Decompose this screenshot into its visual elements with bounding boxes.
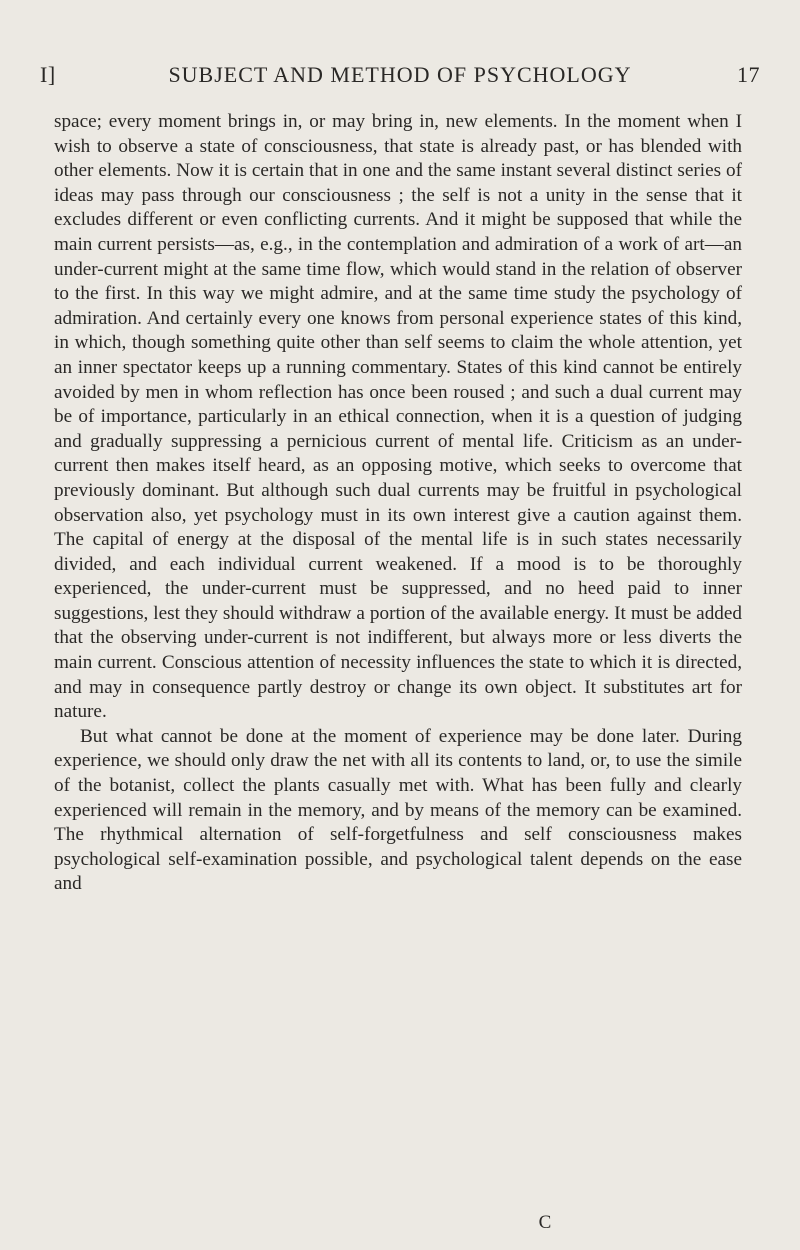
paragraph-1: space; every moment brings in, or may bring in, new elements. In the moment when I wish to observe a state of consciousness, that state is already past, or has blended with other elements. Now it is certain that in one and the same instant several distinct series of ideas may pass through our consciousness ; the self is not a unity in the sense that it excludes different or even conflicting currents. And it might be supposed that while the main current persists—as, e.g., in the contemplation and admiration of a work of art—an under-current might at the same time flow, which would stand in the relation of observer to the first. In this way we might admire, and at the same time study the psychology of admiration. And certainly every one knows from personal experience states of this kind, in which, though something quite other than self seems to claim the whole attention, yet an inner spectator keeps up a running commentary. States of this kind cannot be entirely avoided by men in whom reflection has once been roused ; and such a dual current may be of importance, particularly in an ethical connection, when it is a question of judging and gradually suppressing a pernicious current of mental life. Criticism as an under-current then makes itself heard, as an opposing motive, which seeks to overcome that previously dominant. But although such dual currents may be fruitful in psychological observation also, yet psychology must in its own interest give a caution against them. The capital of energy at the disposal of the mental life is in such states necessarily divided, and each individual current weakened. If a mood is to be thoroughly experienced, the under-current must be suppressed, and no heed paid to inner suggestions, lest they should withdraw a portion of the available energy. It must be added that the observing under-current is not indifferent, but always more or less diverts the main current. Conscious attention of necessity influences the state to which it is directed, and may in consequence partly destroy or change its own object. It substitutes art for nature. <box>54 111 742 723</box>
paragraph-2: But what cannot be done at the moment of experience may be done later. During experience, we should only draw the net with all its contents to land, or, to use the simile of the botanist, collect the plants casually met with. What has been fully and clearly experienced will remain in the memory, and by means of the memory can be examined. The rhythmical alternation of self-forgetfulness and self consciousness makes psychological self-examination possible, and psychological talent depends on the ease and <box>54 725 742 895</box>
signature-mark: C <box>538 1212 552 1233</box>
chapter-marker: I] <box>40 62 56 87</box>
page-number: 17 <box>737 62 760 87</box>
running-title: SUBJECT AND METHOD OF PSYCHOLOGY <box>168 62 632 87</box>
running-header <box>40 62 760 94</box>
body-text <box>54 110 742 897</box>
